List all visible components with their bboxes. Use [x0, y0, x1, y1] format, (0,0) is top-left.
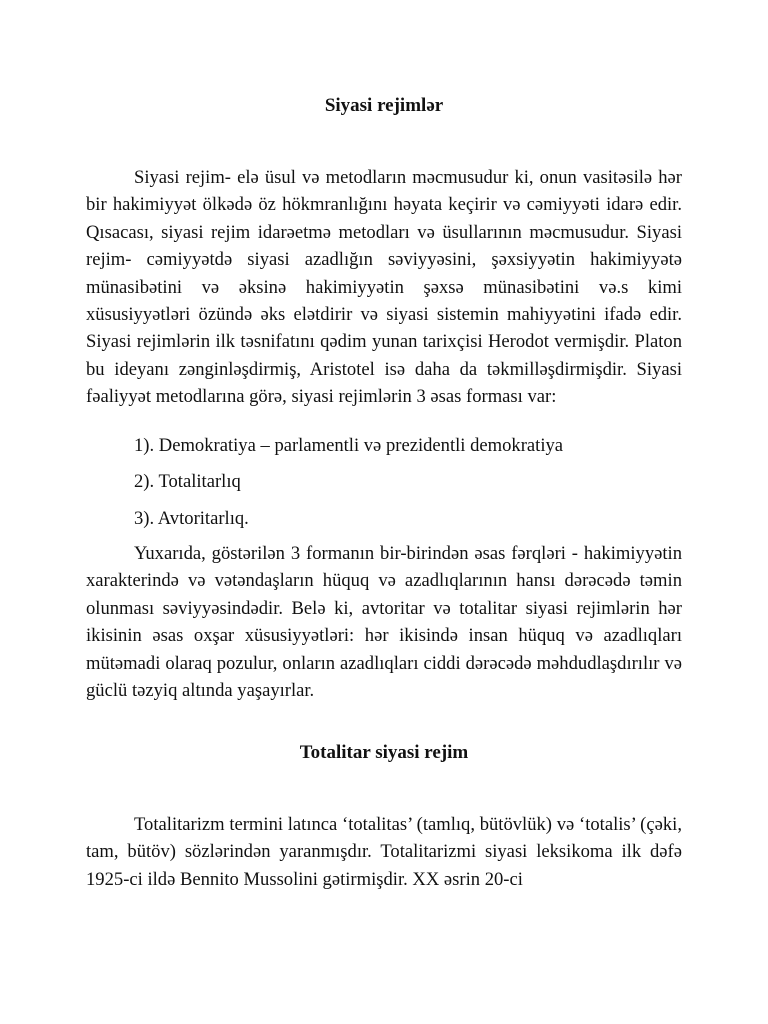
paragraph-intro: Siyasi rejim- elə üsul və metodların məcmusudur ki, onun vasitəsilə hər bir hakimiyyət ölkədə öz hökmranlığını həyata keçirir və cəmiyyəti idarə edir. Qısacası, siyasi rejim idarəetmə metodları və üsullarının məcmusudur. Siyasi rejim- cəmiyyətdə siyasi azadlığın səviyyəsini, şəxsiyyətin hakimiyyətə münasibətini və əksinə hakimiyyətin şəxsə münasibətini və.s kimi xüsusiyyətləri özündə əks elətdirir və siyasi sistemin mahiyyətini ifadə edir. Siyasi rejimlərin ilk təsnifatını qədim yunan tarixçisi Herodot vermişdir. Platon bu ideyanı zənginləşdirmiş, Aristotel isə daha da təkmilləşdirmişdir. Siyasi fəaliyyət metodlarına görə, siyasi rejimlərin 3 əsas forması var:: [86, 167, 682, 408]
document-page: [86, 0, 682, 1024]
list-item-authoritarianism: 3). Avtoritarlıq.: [134, 508, 249, 529]
paragraph-differences: Yuxarıda, göstərilən 3 formanın bir-birindən əsas fərqləri - hakimiyyətin xarakterində və vətəndaşların hüquq və azadlıqlarının hansı dərəcədə təmin olunması səviyyəsindədir. Belə ki, avtoritar və totalitar siyasi rejimlərin hər ikisinin əsas oxşar xüsusiyyətləri: hər ikisində insan hüquq və azadlıqları mütəmadi olaraq pozulur, onların azadlıqları ciddi dərəcədə məhdudlaşdırılır və güclü təzyiq altında yaşayırlar.: [86, 543, 682, 702]
section-heading-totalitarian: Totalitar siyasi rejim: [299, 742, 469, 763]
list-item-democracy: 1). Demokratiya – parlamentli və prezidentli demokratiya: [134, 435, 564, 456]
list-item-totalitarianism: 2). Totalitarlıq: [134, 471, 241, 492]
page-title: Siyasi rejimlər: [324, 95, 444, 116]
paragraph-totalitarianism: Totalitarizm termini latınca ‘totalitas’ (tamlıq, bütövlük) və ‘totalis’ (çəki, tam, bütöv) sözlərindən yaranmışdır. Totalitarizmi siyasi leksikoma ilk dəfə 1925-ci ildə Bennito Mussolini gətirmişdir. XX əsrin 20-ci: [86, 814, 682, 890]
